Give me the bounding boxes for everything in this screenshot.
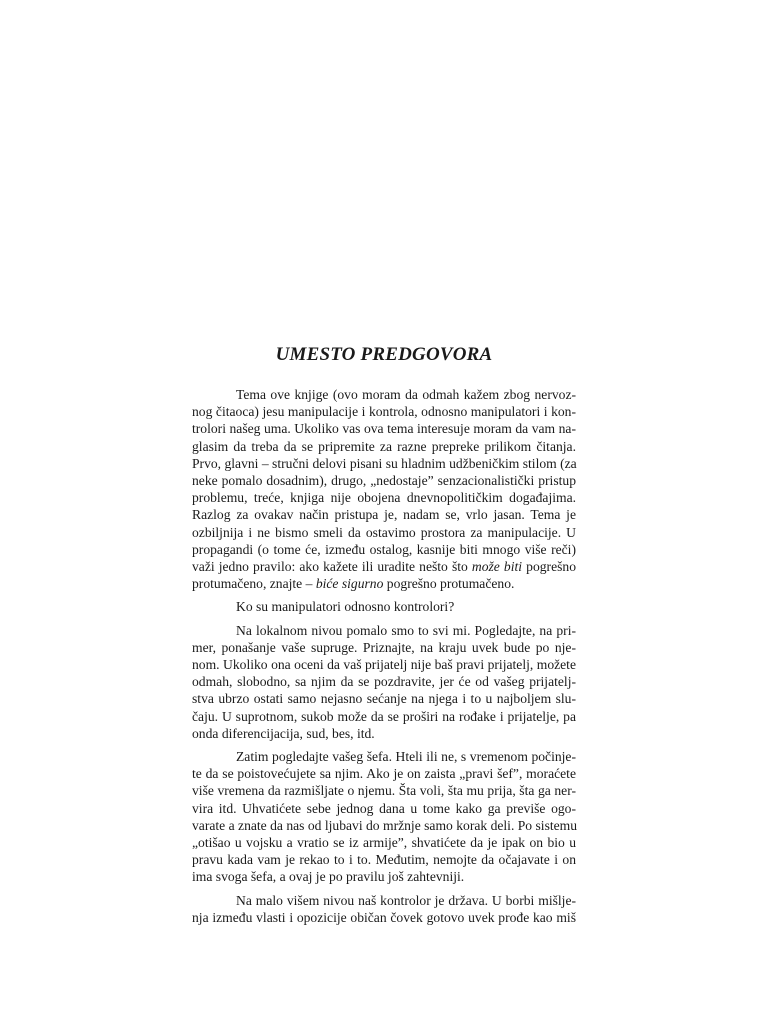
text-line [192,558,576,575]
text-segment: protumačeno, znajte – [192,576,316,592]
text-line: Na lokalnom nivou pomalo smo to svi mi. Pogledajte, na pri- [236,622,576,638]
text-line: te da se poistovećujete sa njim. Ako je on zaista „pravi šef”, moraćete [192,766,576,782]
text-line: varate a znate da nas od ljubavi do mržnje samo korak deli. Po sistemu [192,817,578,833]
text-line: trolori našeg uma. Ukoliko vas ova tema interesuje moram da vam na- [192,421,576,437]
text-line: vira itd. Uhvatićete sebe jednog dana u tome kako ga previše ogo- [192,800,576,816]
text-line: „otišao u vojsku a vratio se iz armije”, shvatićete da je ipak on bio u [192,835,576,851]
text-line: Tema ove knjige (ovo moram da odmah kažem zbog nervoz- [236,387,576,402]
text-line: mer, ponašanje vaše supruge. Priznajte, na kraju uvek bude po nje- [192,639,576,655]
text-line: Zatim pogledajte vašeg šefa. Hteli ili ne, s vremenom počinje- [236,749,576,765]
paragraph [192,598,576,615]
text-line: Razlog za ovakav način pristupa je, nadam se, vrlo jasan. Tema je [192,507,576,523]
text-segment: pogrešno protumačeno. [383,576,515,592]
text-line: ozbiljnija i ne bismo smeli da ostavimo prostora za manipulacije. U [192,524,576,540]
text-line: problemu, treće, knjiga nije obojena dnevnopolitičkim događajima. [192,490,576,506]
text-segment: važi jedno pravilo: ako kažete ili uradite nešto što [192,559,472,575]
text-line: propagandi (o tome će, između ostalog, kasnije biti mnogo više reči) [192,541,576,557]
chapter-title: UMESTO PREDGOVORA [275,344,493,365]
text-line: više vremena da razmišljate o njemu. Šta voli, šta mu prija, šta ga ner- [192,783,576,799]
text-line: čaju. U suprotnom, sukob može da se proširi na rođake i prijatelje, pa [192,708,576,724]
text-line: odmah, slobodno, sa njim da se pozdravite, jer će od vašeg prijatelj- [192,674,576,690]
text-segment: pogrešno [522,559,576,575]
text-line: stva ubrzo ostati samo nejasno sećanje na njega i to u najboljem slu- [192,691,576,707]
text-line: Ko su manipulatori odnosno kontrolori? [236,599,455,615]
text-line [192,575,576,592]
text-line: Na malo višem nivou naš kontrolor je država. U borbi mišlje- [236,892,576,908]
text-line: onda diferencijacija, sud, bes, itd. [192,725,375,741]
text-line: nja između vlasti i opozicije običan čovek gotovo uvek prođe kao miš [192,909,576,925]
text-line: pravu kada vam je rekao to i to. Međutim, nemojte da očajavate i on [192,852,576,868]
body-text [192,386,576,932]
text-line: nog čitaoca) jesu manipulacije i kontrola, odnosno manipulatori i kon- [192,404,576,420]
paragraph [192,622,576,742]
paragraph [192,748,576,886]
italic-text: može biti [471,559,523,575]
paragraph [192,892,576,926]
italic-text: biće sigurno [315,576,384,592]
text-line: nom. Ukoliko ona oceni da vaš prijatelj nije baš pravi prijatelj, možete [192,657,576,673]
text-line: ima svoga šefa, a ovaj je po pravilu još zahtevniji. [192,869,465,885]
text-line: glasim da treba da se pripremite za razne prepreke prilikom čitanja. [192,438,576,454]
text-line: Prvo, glavni – stručni delovi pisani su hladnim udžbeničkim stilom (za [192,455,577,471]
paragraph [192,386,576,592]
text-line: neke pomalo dosadnim), drugo, „nedostaje” senzacionalistički pristup [192,473,576,489]
